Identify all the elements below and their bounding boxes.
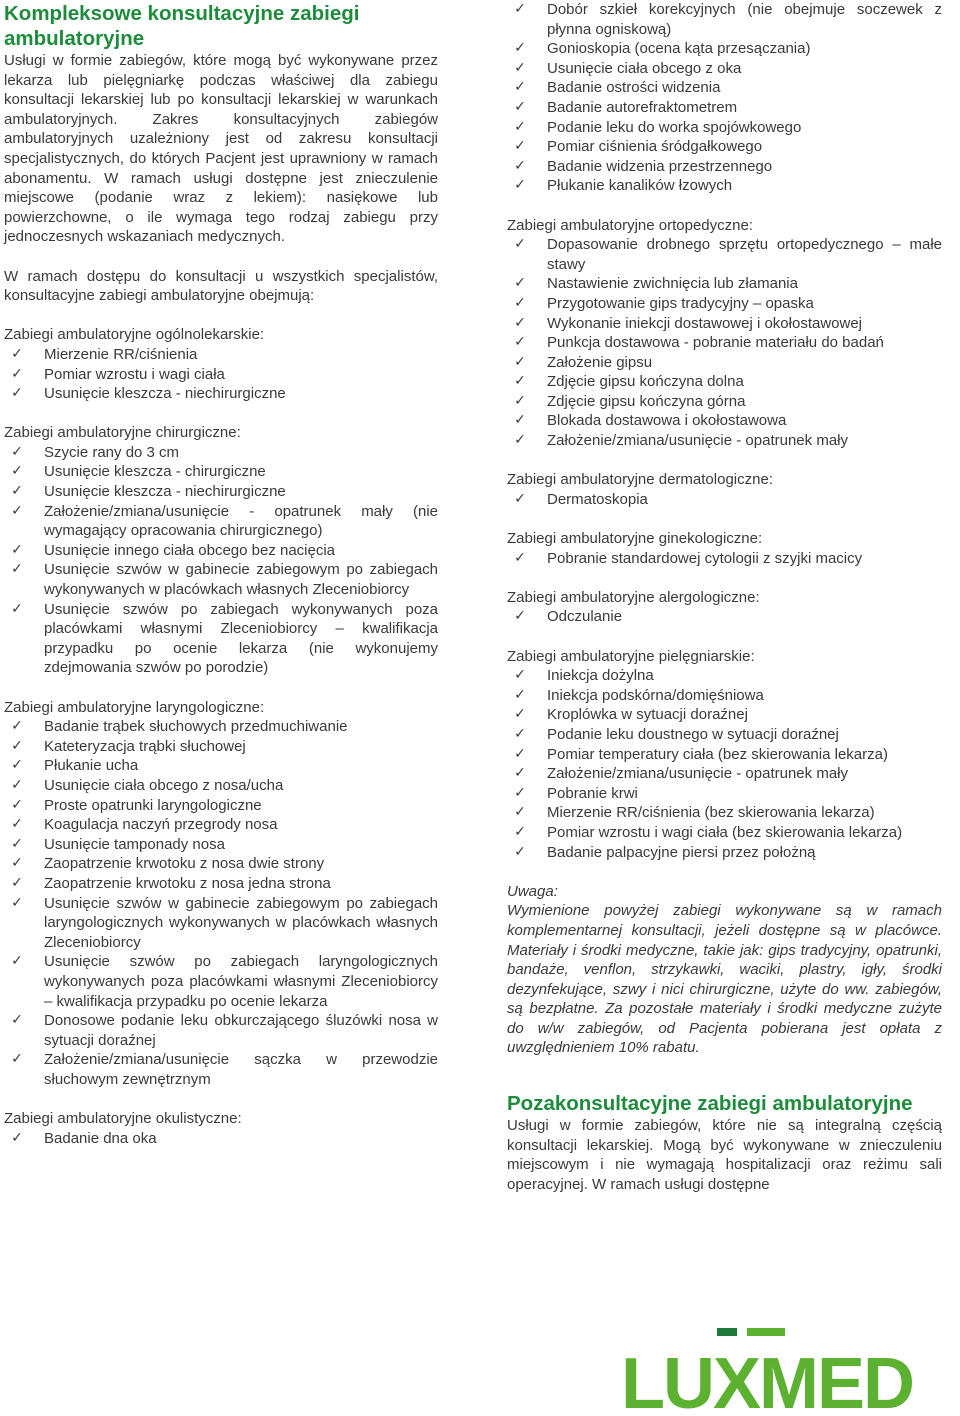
check-icon: ✓ (514, 549, 526, 566)
list-item (4, 1129, 438, 1149)
section-heading: Zabiegi ambulatoryjne laryngologiczne: (4, 698, 265, 716)
list-item-label: Usunięcie kleszcza - chirurgiczne (44, 463, 266, 481)
list-item-label: Badanie ostrości widzenia (547, 79, 721, 97)
section-list (507, 666, 942, 862)
list-item (507, 823, 942, 843)
list-item-label: Wykonanie iniekcji dostawowej i okołostawowej (547, 314, 863, 332)
check-icon: ✓ (514, 823, 526, 840)
list-item-label: Usunięcie szwów w gabinecie zabiegowym po zabiegach laryngologicznych wykonywanych w placówkach własnych Zleceniobiorcy (44, 894, 438, 951)
check-icon: ✓ (514, 686, 526, 703)
list-item-label: Usunięcie kleszcza - niechirurgiczne (44, 385, 286, 403)
intro-paragraph-2: W ramach dostępu do konsultacji u wszystkich specjalistów, konsultacyjne zabiegi ambulatoryjne obejmują: (4, 267, 438, 305)
list-item-label: Podanie leku doustnego w sytuacji doraźnej (547, 725, 839, 743)
list-item-label: Proste opatrunki laryngologiczne (44, 796, 262, 814)
list-item-label: Gonioskopia (ocena kąta przesączania) (547, 40, 811, 58)
list-item (507, 294, 942, 314)
ophthalmology-continued-list (507, 0, 942, 196)
check-icon: ✓ (11, 737, 23, 754)
section-list (507, 607, 942, 627)
list-item (507, 725, 942, 745)
check-icon: ✓ (11, 718, 23, 735)
check-icon: ✓ (11, 600, 23, 617)
list-item (4, 462, 438, 482)
list-item (507, 118, 942, 138)
check-icon: ✓ (514, 490, 526, 507)
list-item-label: Szycie rany do 3 cm (44, 443, 180, 461)
list-item (4, 854, 438, 874)
list-item-label: Usunięcie innego ciała obcego bez nacięcia (44, 541, 336, 559)
list-item-label: Założenie/zmiana/usunięcie - opatrunek mały (547, 765, 848, 783)
list-item (507, 764, 942, 784)
right-sections (507, 196, 942, 862)
list-item-label: Badanie autorefraktometrem (547, 98, 738, 116)
section-2-text: Usługi w formie zabiegów, które nie są integralną częścią konsultacji lekarskiej. Mogą być wykonywane w znieczuleniu miejscowym i nie wymagają hospitalizacji oraz reżimu sali operacyjnej. W ramach usługi dostępne (507, 1117, 942, 1193)
check-icon: ✓ (11, 1051, 23, 1068)
list-item-label: Założenie/zmiana/usunięcie - opatrunek mały (547, 432, 848, 450)
list-item-label: Nastawienie zwichnięcia lub złamania (547, 275, 798, 293)
list-item (507, 353, 942, 373)
list-item-label: Pobranie krwi (547, 784, 638, 802)
list-item (507, 431, 942, 451)
check-icon: ✓ (11, 483, 23, 500)
list-item (507, 372, 942, 392)
check-icon: ✓ (11, 502, 23, 519)
check-icon: ✓ (514, 392, 526, 409)
list-item (4, 952, 438, 1011)
section-list (4, 717, 438, 1089)
list-item-label: Zaopatrzenie krwotoku z nosa jedna strona (44, 874, 331, 892)
list-item (507, 274, 942, 294)
check-icon: ✓ (514, 314, 526, 331)
check-icon: ✓ (514, 804, 526, 821)
list-item (507, 490, 942, 510)
luxmed-cross-icon (717, 1328, 785, 1336)
list-item-label: Badanie trąbek słuchowych przedmuchiwanie (44, 718, 348, 736)
list-item-label: Punkcja dostawowa - pobranie materiału do badań (547, 334, 884, 352)
list-item (4, 776, 438, 796)
section-list (4, 1129, 438, 1149)
list-item-label: Mierzenie RR/ciśnienia (bez skierowania lekarza) (547, 804, 875, 822)
list-item (507, 235, 942, 274)
section-list (4, 345, 438, 404)
list-item-label: Płukanie ucha (44, 757, 139, 775)
list-item (4, 1011, 438, 1050)
check-icon: ✓ (514, 765, 526, 782)
list-item-label: Usunięcie ciała obcego z nosa/ucha (44, 776, 284, 794)
check-icon: ✓ (514, 138, 526, 155)
check-icon: ✓ (11, 541, 23, 558)
list-item (507, 843, 942, 863)
check-icon: ✓ (514, 79, 526, 96)
list-item-label: Przygotowanie gips tradycyjny – opaska (547, 294, 814, 312)
check-icon: ✓ (514, 745, 526, 762)
list-item (507, 137, 942, 157)
list-item-label: Koagulacja naczyń przegrody nosa (44, 816, 278, 834)
list-item (507, 176, 942, 196)
check-icon: ✓ (514, 334, 526, 351)
list-item (507, 98, 942, 118)
list-item-label: Iniekcja dożylna (547, 667, 654, 685)
list-item (507, 333, 942, 353)
check-icon: ✓ (11, 1129, 23, 1146)
section-heading: Zabiegi ambulatoryjne alergologiczne: (507, 588, 760, 606)
section-list (507, 490, 942, 510)
list-item-label: Usunięcie szwów po zabiegach laryngologicznych wykonywanych poza placówkami własnymi Zleceniobiorcy – kwalifikacja przypadku po ocenie lekarza (44, 953, 438, 1010)
section-heading: Zabiegi ambulatoryjne ginekologiczne: (507, 530, 763, 548)
list-item-label: Dermatoskopia (547, 490, 648, 508)
list-item-label: Dopasowanie drobnego sprzętu ortopedycznego – małe stawy (547, 236, 942, 273)
check-icon: ✓ (514, 98, 526, 115)
list-item (4, 756, 438, 776)
section-heading: Zabiegi ambulatoryjne chirurgiczne: (4, 424, 241, 442)
check-icon: ✓ (11, 953, 23, 970)
list-item (4, 541, 438, 561)
list-item (507, 39, 942, 59)
check-icon: ✓ (11, 855, 23, 872)
check-icon: ✓ (514, 40, 526, 57)
list-item-label: Kateteryzacja trąbki słuchowej (44, 737, 246, 755)
list-item-label: Pomiar temperatury ciała (bez skierowania lekarza) (547, 745, 888, 763)
list-item-label: Usunięcie szwów po zabiegach wykonywanych poza placówkami własnymi Zleceniobiorcy – kwalifikacja przypadku po ocenie lekarza (nie wykonujemy zdejmowania szwów po porodzie) (44, 600, 438, 677)
check-icon: ✓ (514, 706, 526, 723)
check-icon: ✓ (514, 59, 526, 76)
check-icon: ✓ (11, 874, 23, 891)
list-item (507, 784, 942, 804)
list-item (4, 482, 438, 502)
list-item (507, 392, 942, 412)
section-heading: Zabiegi ambulatoryjne dermatologiczne: (507, 471, 773, 489)
list-item (507, 549, 942, 569)
list-item (4, 1050, 438, 1089)
list-item (4, 874, 438, 894)
list-item (4, 815, 438, 835)
list-item (4, 600, 438, 678)
check-icon: ✓ (514, 177, 526, 194)
check-icon: ✓ (514, 353, 526, 370)
check-icon: ✓ (11, 776, 23, 793)
list-item-label: Iniekcja podskórna/domięśniowa (547, 686, 764, 704)
list-item-label: Donosowe podanie leku obkurczającego śluzówki nosa w sytuacji doraźnej (44, 1012, 438, 1049)
check-icon: ✓ (11, 385, 23, 402)
check-icon: ✓ (11, 894, 23, 911)
list-item (507, 314, 942, 334)
list-item-label: Założenie gipsu (547, 353, 653, 371)
note-title: Uwaga: (507, 882, 558, 900)
list-item-label: Usunięcie kleszcza - niechirurgiczne (44, 483, 286, 501)
check-icon: ✓ (514, 843, 526, 860)
check-icon: ✓ (11, 561, 23, 578)
right-column (507, 0, 942, 1194)
check-icon: ✓ (11, 345, 23, 362)
check-icon: ✓ (514, 275, 526, 292)
check-icon: ✓ (514, 608, 526, 625)
check-icon: ✓ (514, 412, 526, 429)
list-item (4, 894, 438, 953)
list-item (507, 686, 942, 706)
main-title: Kompleksowe konsultacyjne zabiegi ambulatoryjne (4, 2, 360, 50)
list-item (507, 803, 942, 823)
list-item (507, 745, 942, 765)
check-icon: ✓ (514, 784, 526, 801)
check-icon: ✓ (11, 463, 23, 480)
section-list (507, 549, 942, 569)
section-heading: Zabiegi ambulatoryjne pielęgniarskie: (507, 647, 755, 665)
list-item (507, 705, 942, 725)
list-item (4, 737, 438, 757)
list-item-label: Usunięcie szwów w gabinecie zabiegowym po zabiegach wykonywanych w placówkach własnych Zleceniobiorcy (44, 561, 438, 599)
list-item-label: Badanie palpacyjne piersi przez położną (547, 843, 816, 861)
left-column (4, 0, 438, 1148)
check-icon: ✓ (514, 236, 526, 253)
section-heading: Zabiegi ambulatoryjne ogólnolekarskie: (4, 326, 265, 344)
list-item (4, 560, 438, 599)
list-item (507, 0, 942, 39)
list-item (507, 78, 942, 98)
check-icon: ✓ (514, 157, 526, 174)
list-item (4, 796, 438, 816)
list-item-label: Kroplówka w sytuacji doraźnej (547, 706, 748, 724)
check-icon: ✓ (514, 667, 526, 684)
intro-paragraph: Usługi w formie zabiegów, które mogą być wykonywane przez lekarza lub pielęgniarkę podczas właściwej dla zabiegu konsultacji lekarskiej lub po konsultacji lekarskiej w warunkach ambulatoryjnych. Zakres konsultacyjnych zabiegów ambulatoryjnych uzależniony jest od zakresu konsultacji specjalistycznych, do których Pacjent jest uprawniony w ramach abonamentu. W ramach usługi dostępne jest znieczulenie miejscowe (podanie wraz z lekiem): nasiękowe lub powierzchowne, o ile wymaga tego rodzaj zabiegu przy jednoczesnych wskazaniach medycznych. (4, 52, 438, 246)
list-item (4, 717, 438, 737)
list-item-label: Odczulanie (547, 608, 623, 626)
list-item (4, 384, 438, 404)
list-item (4, 835, 438, 855)
list-item-label: Usunięcie ciała obcego z oka (547, 59, 742, 77)
check-icon: ✓ (11, 835, 23, 852)
list-item (4, 443, 438, 463)
list-item-label: Podanie leku do worka spojówkowego (547, 118, 802, 136)
list-item-label: Pomiar wzrostu i wagi ciała (44, 365, 225, 383)
section-list (507, 235, 942, 451)
list-item (507, 607, 942, 627)
check-icon: ✓ (514, 1, 526, 17)
check-icon: ✓ (11, 816, 23, 833)
check-icon: ✓ (514, 725, 526, 742)
check-icon: ✓ (11, 443, 23, 460)
check-icon: ✓ (514, 294, 526, 311)
list-item-label: Blokada dostawowa i okołostawowa (547, 412, 787, 430)
check-icon: ✓ (11, 1012, 23, 1029)
list-item (507, 157, 942, 177)
section-title-2: Pozakonsultacyjne zabiegi ambulatoryjne (507, 1092, 913, 1116)
list-item-label: Mierzenie RR/ciśnienia (44, 345, 198, 363)
list-item (507, 666, 942, 686)
list-item-label: Pomiar ciśnienia śródgałkowego (547, 138, 763, 156)
check-icon: ✓ (514, 373, 526, 390)
list-item-label: Płukanie kanalików łzowych (547, 177, 733, 195)
list-item (507, 411, 942, 431)
list-item-label: Pobranie standardowej cytologii z szyjki macicy (547, 549, 863, 567)
list-item (4, 502, 438, 541)
section-heading: Zabiegi ambulatoryjne ortopedyczne: (507, 216, 753, 234)
list-item (4, 365, 438, 385)
list-item (4, 345, 438, 365)
list-item-label: Badanie dna oka (44, 1129, 157, 1147)
check-icon: ✓ (11, 757, 23, 774)
list-item-label: Badanie widzenia przestrzennego (547, 157, 773, 175)
list-item-label: Zdjęcie gipsu kończyna górna (547, 392, 746, 410)
list-item (507, 59, 942, 79)
check-icon: ✓ (514, 432, 526, 449)
list-item-label: Założenie/zmiana/usunięcie sączka w przewodzie słuchowym zewnętrznym (44, 1051, 438, 1088)
note-text: Wymienione powyżej zabiegi wykonywane są w ramach komplementarnej konsultacji, jeżeli dostępne są w placówce. Materiały i środki medyczne, takie jak: gips tradycyjny, opatrunki, bandaże, venflon, strzykawki, waciki, plastry, igły, środki dezynfekujące, szwy i nici chirurgiczne, użyte do ww. zabiegów, są bezpłatne. Za pozostałe materiały i środki medyczne zużyte do w/w zabiegów, od Pacjenta pobierana jest opłata z uwzględnieniem 10% rabatu. (507, 902, 942, 1057)
section-list (4, 443, 438, 678)
list-item-label: Zdjęcie gipsu kończyna dolna (547, 373, 744, 391)
list-item-label: Założenie/zmiana/usunięcie - opatrunek mały (nie wymagający opracowania chirurgicznego) (44, 502, 438, 540)
left-sections (4, 306, 438, 1149)
list-item-label: Zaopatrzenie krwotoku z nosa dwie strony (44, 855, 325, 873)
list-item-label: Usunięcie tamponady nosa (44, 835, 225, 853)
check-icon: ✓ (514, 118, 526, 135)
luxmed-logo (617, 1328, 917, 1412)
check-icon: ✓ (11, 796, 23, 813)
list-item-label: Pomiar wzrostu i wagi ciała (bez skierowania lekarza) (547, 823, 903, 841)
section-heading: Zabiegi ambulatoryjne okulistyczne: (4, 1110, 242, 1128)
check-icon: ✓ (11, 365, 23, 382)
list-item-label: Dobór szkieł korekcyjnych (nie obejmuje soczewek z płynna ogniskową) (547, 1, 942, 38)
luxmed-wordmark: LUXMED (621, 1344, 913, 1412)
